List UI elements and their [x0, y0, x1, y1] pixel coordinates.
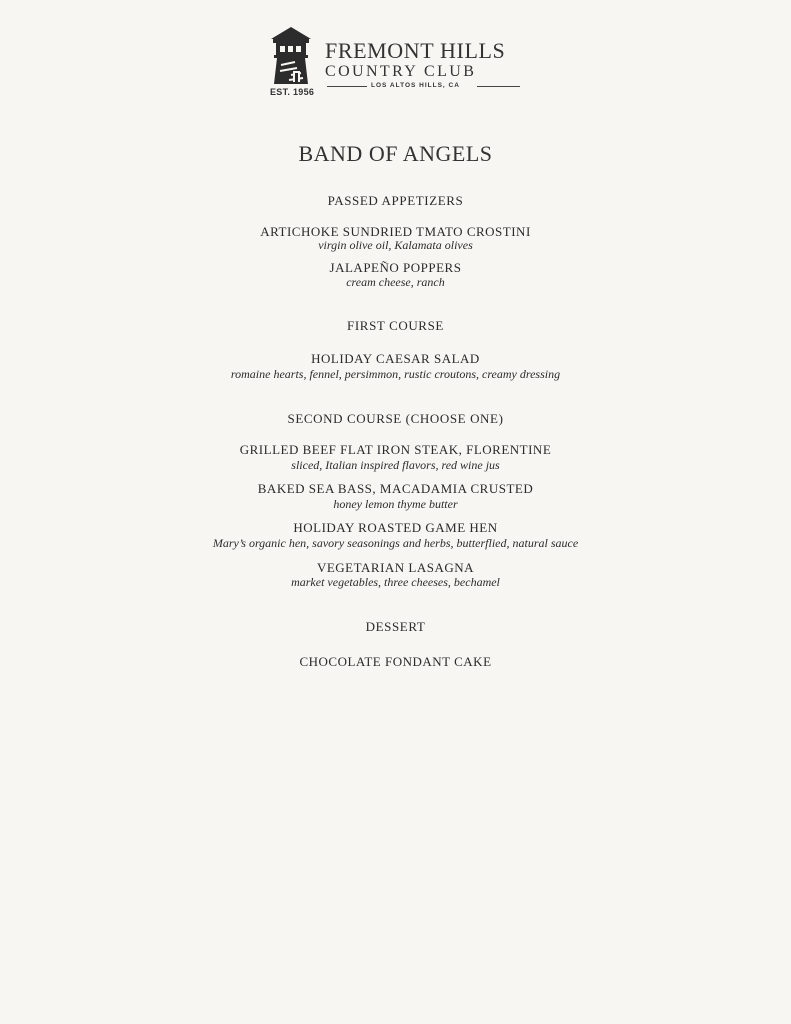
club-logo: [267, 25, 527, 101]
menu-title: BAND OF ANGELS: [298, 141, 493, 166]
logo-rule-right: [477, 86, 520, 87]
menu-item-description: romaine hearts, fennel, persimmon, rustic croutons, creamy dressing: [230, 367, 561, 381]
section-heading: SECOND COURSE (CHOOSE ONE): [287, 411, 504, 426]
menu-item-name: HOLIDAY ROASTED GAME HEN: [293, 520, 498, 535]
menu-item-name: ARTICHOKE SUNDRIED TMATO CROSTINI: [260, 224, 531, 239]
menu-item-name: GRILLED BEEF FLAT IRON STEAK, FLORENTINE: [239, 442, 552, 457]
section-heading: DESSERT: [365, 619, 426, 634]
menu-item-description: cream cheese, ranch: [346, 275, 445, 289]
menu-item-name: HOLIDAY CAESAR SALAD: [311, 351, 480, 366]
club-location: LOS ALTOS HILLS, CA: [371, 82, 460, 89]
menu-item-name: VEGETARIAN LASAGNA: [316, 560, 475, 575]
menu-item-name: JALAPEÑO POPPERS: [329, 260, 462, 275]
menu-item-description: sliced, Italian inspired flavors, red wine jus: [291, 458, 500, 472]
club-subtitle: COUNTRY CLUB: [325, 63, 477, 80]
section-heading: PASSED APPETIZERS: [327, 193, 464, 208]
menu-item-name: BAKED SEA BASS, MACADAMIA CRUSTED: [257, 481, 534, 496]
menu-item-description: virgin olive oil, Kalamata olives: [318, 238, 473, 252]
established-year: EST. 1956: [270, 87, 315, 97]
section-heading: FIRST COURSE: [347, 318, 444, 333]
menu-item-description: honey lemon thyme butter: [333, 497, 458, 511]
menu-item-name: CHOCOLATE FONDANT CAKE: [299, 654, 492, 669]
logo-rule-left: [327, 86, 367, 87]
menu-item-description: market vegetables, three cheeses, bechamel: [291, 575, 500, 589]
club-name: FREMONT HILLS: [325, 38, 506, 63]
menu-item-description: Mary’s organic hen, savory seasonings and herbs, butterflied, natural sauce: [212, 536, 579, 550]
